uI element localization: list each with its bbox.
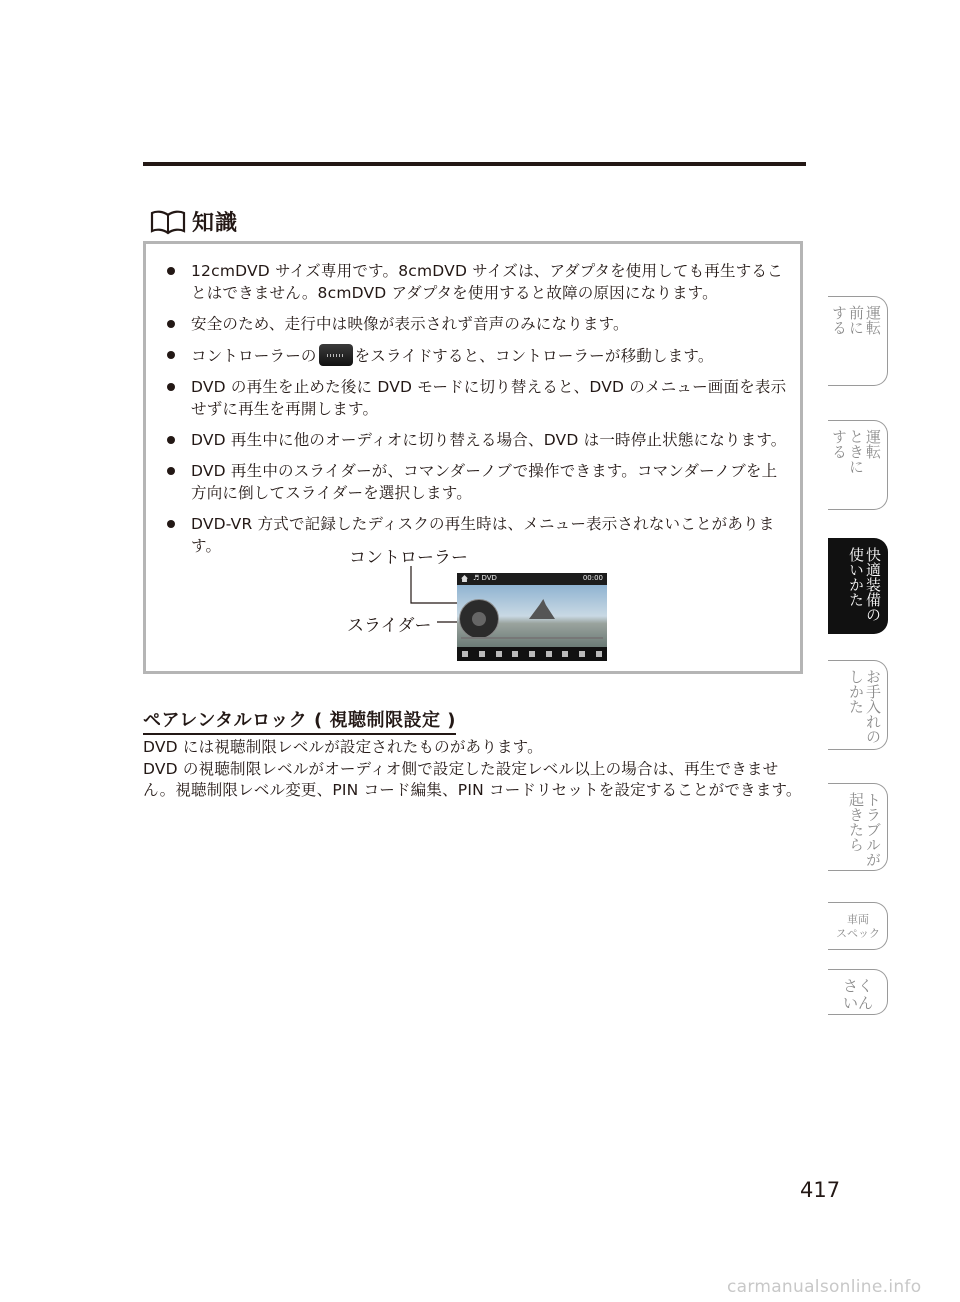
controller-label: コントローラー xyxy=(349,548,468,568)
tab-troubleshooting[interactable]: トラブルが 起きたら xyxy=(828,783,888,871)
screen-source: ♬ DVD xyxy=(473,574,497,582)
list-item: DVD-VR 方式で記録したディスクの再生時は、メニュー表示されないことがあります。 xyxy=(162,513,792,557)
bullet-icon xyxy=(167,436,175,444)
list-item: コントローラーの をスライドすると、コントローラーが移動します。 xyxy=(162,344,792,367)
body-paragraph: DVD の視聴制限レベルがオーディオ側で設定した設定レベル以上の場合は、再生できません。視聴制限レベル変更、PIN コード編集、PIN コードリセットを設定することができます。 xyxy=(143,759,802,799)
menu-icon xyxy=(562,651,568,657)
body-paragraph: DVD には視聴制限レベルが設定されたものがあります。 xyxy=(143,738,543,756)
tab-comfort-features[interactable]: 快適装備の 使いかた xyxy=(828,538,888,634)
list-item: DVD 再生中に他のオーディオに切り替える場合、DVD は一時停止状態になります。 xyxy=(162,429,792,451)
bullet-icon xyxy=(167,383,175,391)
screen-slider xyxy=(461,637,603,639)
page-number: 417 xyxy=(800,1178,841,1202)
repeat-icon xyxy=(579,651,585,657)
knowledge-heading xyxy=(150,206,238,237)
top-rule xyxy=(143,162,806,166)
next-icon xyxy=(529,651,535,657)
list-icon xyxy=(479,651,485,657)
tab-while-driving[interactable]: 運転 ときに する xyxy=(828,420,888,510)
knowledge-title: 知識 xyxy=(192,211,239,236)
list-item: DVD 再生中のスライダーが、コマンダーノブで操作できます。コマンダーノブを上方向に倒してスライダーを選択します。 xyxy=(162,460,792,504)
screen-controller xyxy=(459,599,499,639)
prev-icon xyxy=(496,651,502,657)
watermark: carmanualsonline.info xyxy=(727,1277,922,1297)
screen-button-row xyxy=(457,647,607,661)
knowledge-list xyxy=(162,260,792,566)
screen-time: 00:00 xyxy=(582,574,603,582)
bullet-icon xyxy=(167,267,175,275)
music-icon xyxy=(462,651,468,657)
screen-status-bar xyxy=(457,573,607,585)
bullet-icon xyxy=(167,467,175,475)
section-heading: ペアレンタルロック ( 視聴制限設定 ) xyxy=(143,706,456,735)
list-item: DVD の再生を止めた後に DVD モードに切り替えると、DVD のメニュー画面を表示せずに再生を再開します。 xyxy=(162,376,792,420)
section-body xyxy=(143,737,807,802)
dvd-screen-illustration xyxy=(457,573,607,661)
tab-index[interactable]: さく いん xyxy=(828,969,888,1015)
controller-handle-icon xyxy=(319,344,353,366)
landmark-shape xyxy=(529,599,555,619)
bullet-icon xyxy=(167,520,175,528)
list-item: 安全のため、走行中は映像が表示されず音声のみになります。 xyxy=(162,313,792,335)
book-icon xyxy=(150,209,186,235)
slider-label: スライダー xyxy=(347,616,432,636)
bullet-icon xyxy=(167,351,175,359)
settings-icon xyxy=(596,651,602,657)
list-item: 12cmDVD サイズ専用です。8cmDVD サイズは、アダプタを使用しても再生することはできません。8cmDVD アダプタを使用すると故障の原因になります。 xyxy=(162,260,792,304)
bullet-icon xyxy=(167,320,175,328)
tab-maintenance[interactable]: お手入れの しかた xyxy=(828,660,888,750)
tab-before-driving[interactable]: 運転 前に する xyxy=(828,296,888,386)
home-icon xyxy=(461,575,468,582)
chapter-icon xyxy=(546,651,552,657)
tab-specifications[interactable]: 車両 スペック xyxy=(828,902,888,950)
pause-icon xyxy=(512,651,518,657)
